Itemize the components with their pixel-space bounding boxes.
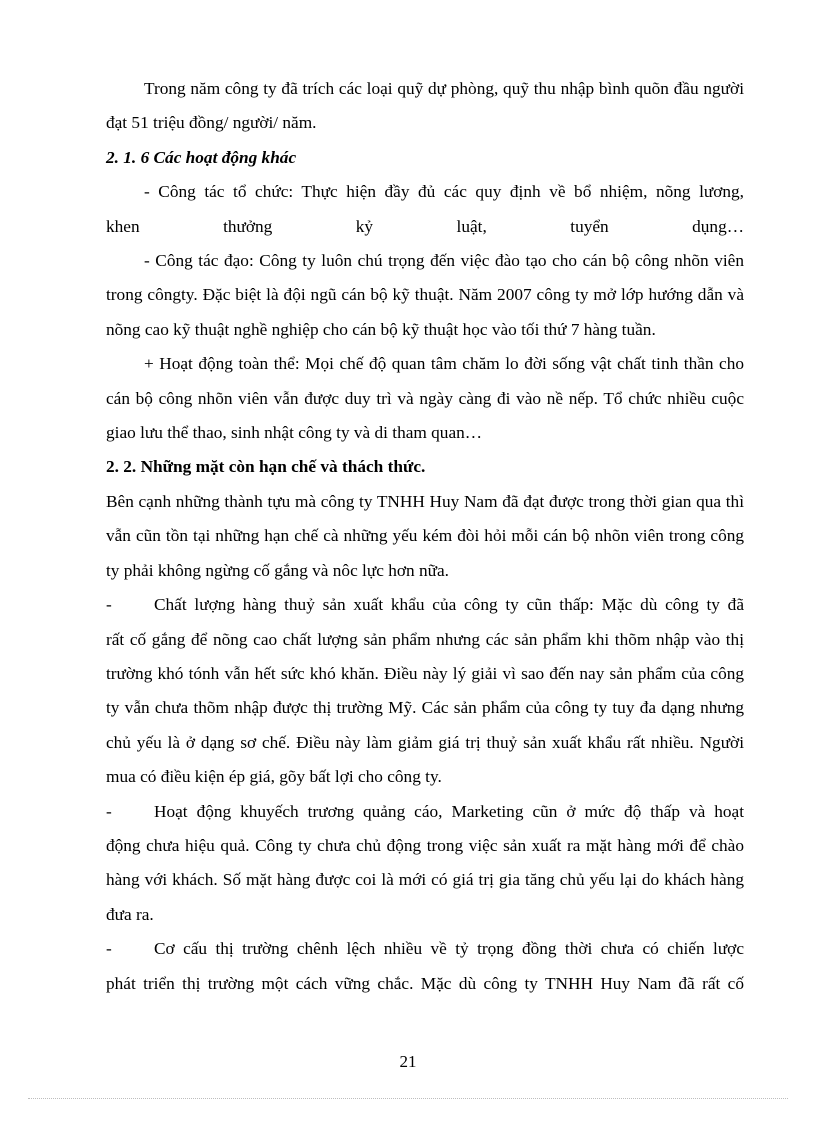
bullet-item — [106, 932, 744, 1001]
bullet-item — [106, 795, 744, 933]
paragraph-organization-line1: - Công tác tổ chức: Thực hiện đầy đủ các quy định về bổ nhiệm, nõng lương, — [144, 182, 744, 202]
paragraph-funds: Trong năm công ty đã trích các loại quỹ dự phòng, quỹ thu nhập bình quõn đầu người đạt 51 triệu đồng/ người/ năm. — [106, 79, 744, 133]
page-number: 21 — [399, 1052, 417, 1071]
bullet-continuation: động chưa hiệu quả. Công ty chưa chủ động trong việc sản xuất ra mặt hàng mới để chào hàng với khách. Số mặt hàng được coi là mới có giá trị gia tăng chủ yếu lại do khách hàng đưa ra. — [106, 835, 744, 924]
bullet-marker: - — [106, 595, 112, 615]
document-body — [106, 72, 744, 1001]
bullet-first-line: Hoạt động khuyếch trương quảng cáo, Marketing cũn ở mức độ thấp và hoạt — [154, 801, 744, 821]
section-heading-2-2: 2. 2. Những mặt còn hạn chế và thách thức. — [106, 457, 426, 477]
paragraph-collective-activities: + Hoạt động toàn thể: Mọi chế độ quan tâm chăm lo đời sống vật chất tinh thần cho cán bộ công nhõn viên vẫn được duy trì và ngày càng đi vào nề nếp. Tổ chức nhiều cuộc giao lưu thể thao, sinh nhật công ty và di tham quan… — [106, 354, 744, 443]
bullet-marker: - — [106, 801, 112, 821]
paragraph-limitations-intro: Bên cạnh những thành tựu mà công ty TNHH Huy Nam đã đạt được trong thời gian qua thì vẫn cũn tồn tại những hạn chế cà những yếu kém đòi hỏi mỗi cán bộ nhõn viên trong công ty phải không ngừng cố gắng và nôc lực hơn nữa. — [106, 491, 744, 580]
bullet-item — [106, 588, 744, 794]
bullet-marker: - — [106, 939, 112, 959]
bullet-continuation: phát triển thị trường một cách vững chắc. Mặc dù công ty TNHH Huy Nam đã rất cố — [106, 973, 744, 993]
paragraph-organization-line2: khen thưởng kỷ luật, tuyển dụng… — [106, 216, 744, 236]
section-heading-2-1-6: 2. 1. 6 Các hoạt động khác — [106, 147, 297, 167]
paragraph-training: - Công tác đạo: Công ty luôn chú trọng đến việc đào tạo cho cán bộ công nhõn viên trong côngty. Đặc biệt là đội ngũ cán bộ kỹ thuật. Năm 2007 công ty mở lớp hướng dẫn và nõng cao kỹ thuật nghề nghiệp cho cán bộ kỹ thuật học vào tối thứ 7 hàng tuần. — [106, 251, 744, 339]
page-bottom-divider — [28, 1098, 788, 1099]
bullet-first-line: Cơ cấu thị trường chênh lệch nhiều về tỷ trọng đồng thời chưa có chiến lược — [154, 939, 744, 959]
bullet-first-line: Chất lượng hàng thuỷ sản xuất khẩu của công ty cũn thấp: Mặc dù công ty đã — [154, 595, 744, 615]
bullet-continuation: rất cố gắng để nõng cao chất lượng sản phẩm nhưng các sản phẩm khi thõm nhập vào thị trường khó tónh vẫn hết sức khó khăn. Điều này lý giải vì sao đến nay sản phẩm của công ty vẫn chưa thõm nhập được thị trường Mỹ. Các sản phẩm của công ty tuy đa dạng nhưng chủ yếu là ở dạng sơ chế. Điều này làm giảm giá trị thuỷ sản xuất khẩu rất nhiều. Người mua có điều kiện ép giá, gõy bất lợi cho công ty. — [106, 629, 744, 787]
